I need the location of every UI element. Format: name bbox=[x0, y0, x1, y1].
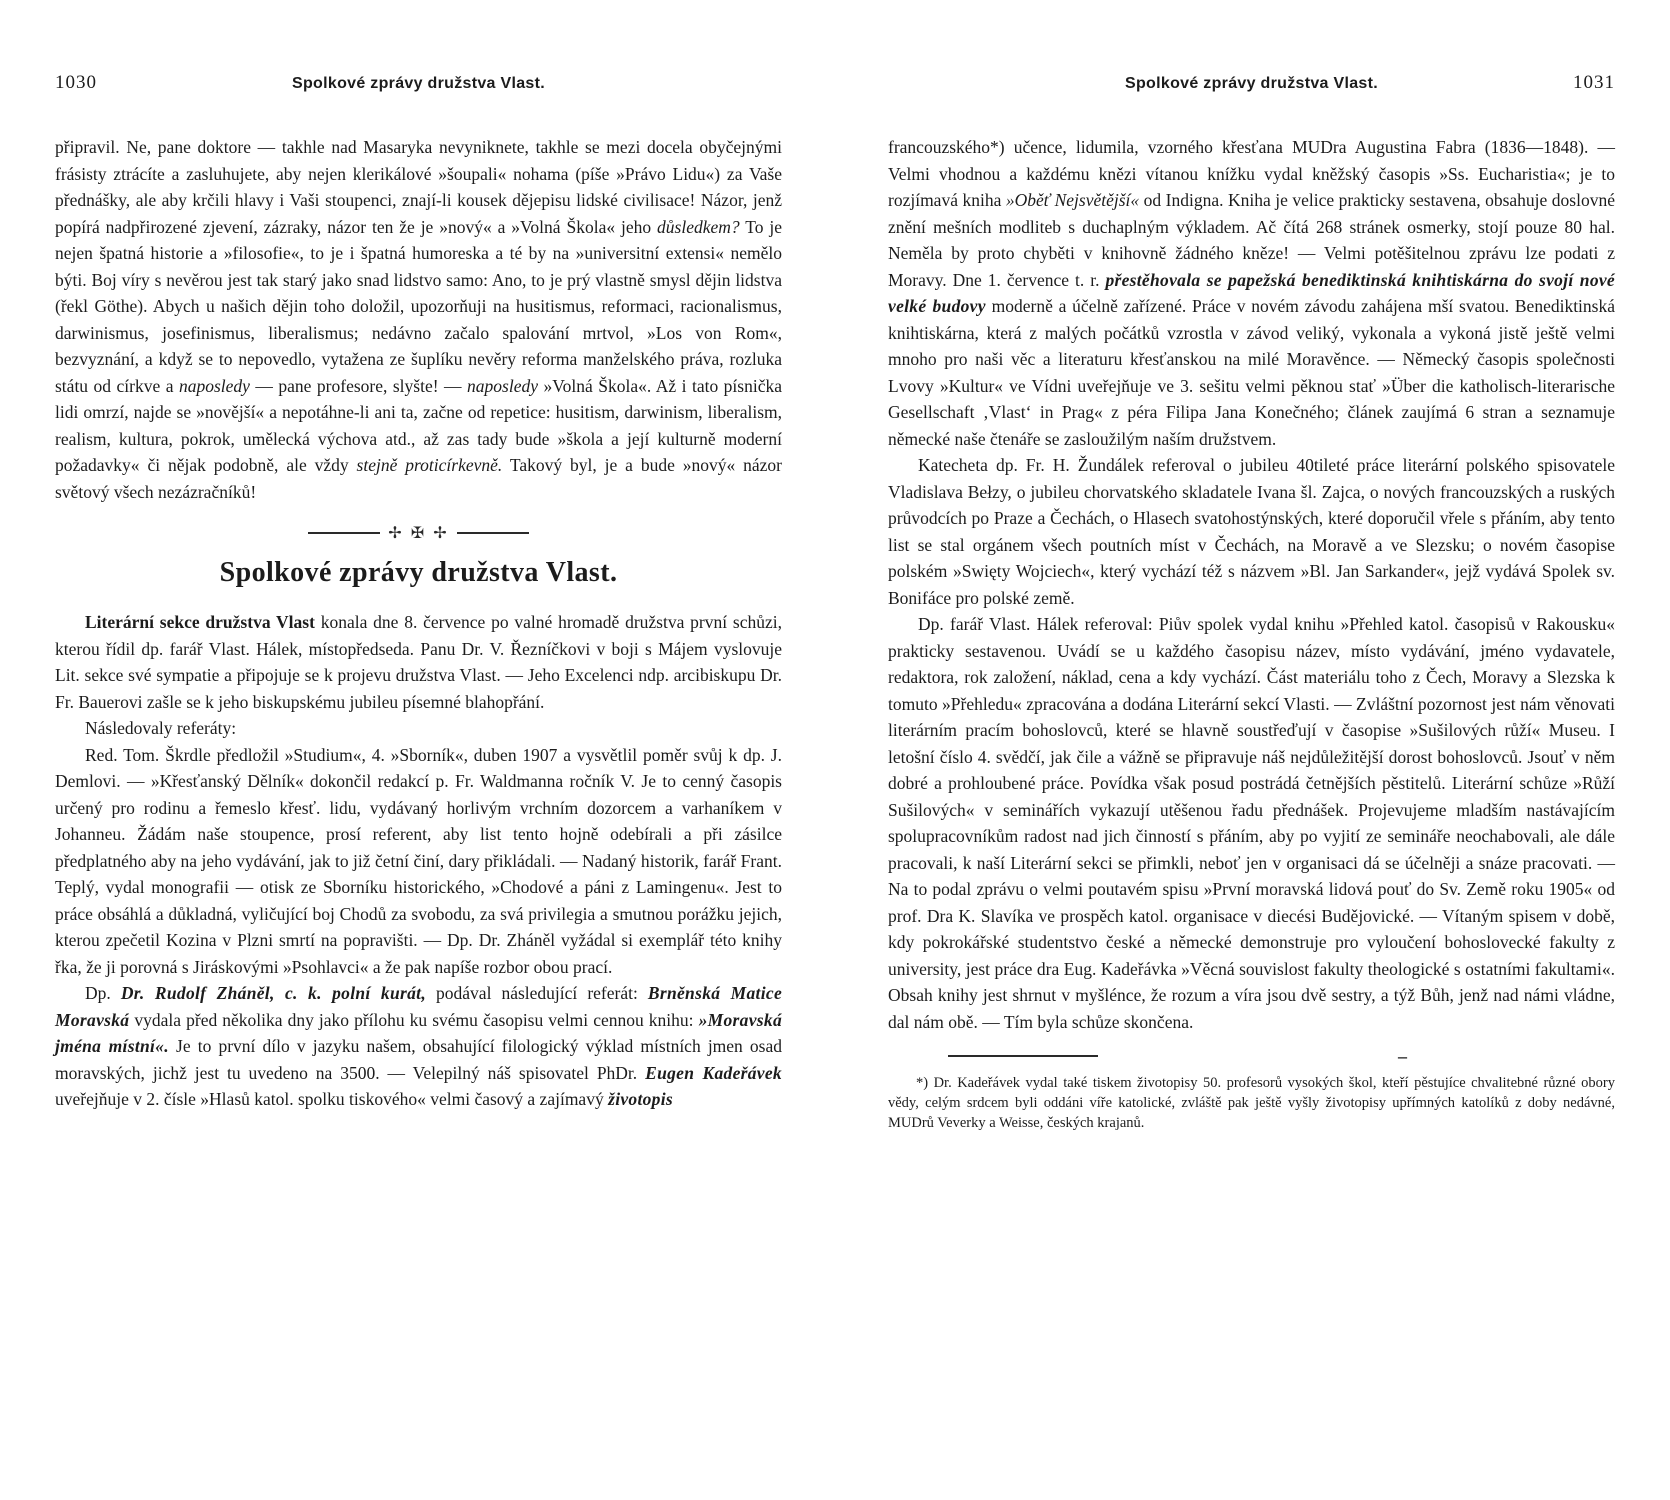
footnote-separator-row bbox=[948, 1046, 1615, 1066]
text-run: vydala před několika dny jako přílohu ku svému časopisu velmi cennou knihu: bbox=[129, 1009, 699, 1030]
section-divider bbox=[55, 525, 782, 541]
running-title: Spolkové zprávy družstva Vlast. bbox=[292, 75, 545, 92]
text-run: Literární sekce družstva Vlast bbox=[85, 612, 315, 632]
page-number: 1031 bbox=[1573, 72, 1615, 93]
text-run: uveřejňuje v 2. čísle »Hlasů katol. spolku tiskového« velmi časový a zajímavý bbox=[55, 1089, 609, 1109]
text-run: od Indigna. Kniha je velice prakticky sestavena, obsahuje doslovné znění mešních modliteb s duchaplným výkladem. Ač čítá 268 stránek osmerky, stojí pouze 80 hal. Neměla by proto chyběti v knihovně žádného kněze! — Velmi potěšitelnou zprávu lze podati z Moravy. Dne 1. července t. r. bbox=[888, 190, 1615, 290]
text-run: připravil. Ne, pane doktore — takhle nad Masaryka nevyniknete, takhle se mezi docela obyčejnými frásisty ztrácíte a zasluhujete, aby nejen klerikálové »šoupali« nohama (píše »Právo Lidu«) za Vaše přednášky, ale aby krčili hlavy i Vaši stoupenci, znají-li kousek dějepisu lidské civilisace! Názor, jenž popírá nadpřirozené zjevení, zázraky, názor ten že je »nový« a »Volná Škola« jeho bbox=[55, 137, 782, 237]
text-run: naposledy bbox=[467, 375, 538, 396]
text-run: francouzského*) učence, lidumila, vzorného křesťana MUDra Augustina Fabra (1836—1848). — Velmi vhodnou a každému knězi vítanou knížku vydal kněžský časopis »Ss. Eucharistia«; je to rozjímavá kniha bbox=[888, 137, 1615, 210]
page-right bbox=[888, 72, 1615, 1133]
text-run: »Volná Škola«. Až i tato písnička lidi omrzí, najde se »novější« a nepotáhne-li ani ta, začne od repetice: husitism, darwinism, liberalism, realism, kultura, pokrok, umělecká výchova atd., až zas tady bude »škola a její kulturně moderní požadavky« či nějak podobně, ale vždy bbox=[55, 375, 782, 475]
paragraph bbox=[888, 452, 1615, 611]
paragraph bbox=[888, 611, 1615, 1035]
paragraph bbox=[55, 134, 782, 505]
text-run: Red. Tom. Škrdle předložil »Studium«, 4. »Sborník«, duben 1907 a vysvětlil poměr svůj k dp. J. Demlovi. — »Křesťanský Dělník« dokončil redakcí p. Fr. Waldmanna ročník V. Je to cenný časopis určený pro rodinu a řemeslo křesť. lidu, vydávaný horlivým vrchním dozorcem a varhaníkem v Johanneu. Žádám naše stoupence, prosí referent, aby list tento hojně odebírali a při zásilce předplatného aby na jeho vydávání, jak to již četní činí, dary přikládali. — Nadaný historik, farář Frant. Teplý, vydal monografii — otisk ze Sborníku historického, »Chodové a páni z Lamingenu«. Jest to práce obsáhlá a důkladná, vyličující boj Chodů za svobodu, za svá privilegia a smutnou porážku jejich, kterou zpečetil Kozina v Plzni smrtí na popravišti. — Dp. Dr. Zháněl vyžádal si exemplář této knihy řka, že ji porovná s Jiráskovými »Psohlavci« a že pak napíše rozbor obou prací. bbox=[55, 744, 782, 977]
paragraph bbox=[55, 715, 782, 742]
stray-mark: – bbox=[1398, 1046, 1407, 1066]
text-run: Dp. farář Vlast. Hálek referoval: Piův spolek vydal knihu »Přehled katol. časopisů v Rakousku« prakticky sestavenou. Uvádí se u každého časopisu název, místo vydávání, jméno vydavatele, redaktora, rok založení, náklad, cena a kdy vychází. Část materiálu toho z Čech, Moravy a Slezska k tomuto »Přehledu« zpracována a dodána Literární sekcí Vlasti. — Zvláštní pozornost jest nám věnovati literárním pracím bohoslovců, které se hlavně soustřeďují v časopise »Sušilových růží« Museu. I letošní číslo 4. svědčí, jak čile a vážně se připravuje náš nejdůležitější dorost bohoslovců. Jsouť v něm dobré a prohloubené práce. Povídka však posud postrádá četnějších pěstitelů. Literární schůze »Růží Sušilových« v seminářích vykazují utěšenou řadu přednášek. Projevujeme mladším nastávajícím spolupracovníkům radost nad jich činností s přáním, aby po vyjití ze semináře neochabovali, ale dále pracovali, k naší Literární sekci se přimkli, neboť jen v organisaci dá se účelněji a snáze pracovati. — Na to podal zprávu o velmi poutavém spisu »První moravská lidová pouť do Sv. Země roku 1905« od prof. Dra K. Slavíka ve prospěch katol. organisace v diecési Budějovické. — Vítaným spisem v době, kdy pokrokářské studentstvo české a německé demonstruje pro vyloučení bohoslovecké fakulty z university, jest práce dra Eug. Kadeřávka »Věcná souvislost fakulty theologické s ostatními fakultami«. Obsah knihy jest shrnut v myšlénce, že rozum a víra jsou dvě sestry, a týž Bůh, jenž nad námi vládne, dal nám obě. — Tím byla schůze skončena. bbox=[888, 614, 1615, 1032]
text-run: důsledkem? bbox=[657, 216, 740, 237]
text-run: podával následující referát: bbox=[426, 983, 648, 1003]
text-run: Následovaly referáty: bbox=[85, 718, 237, 738]
text-run: Eugen Kadeřávek bbox=[645, 1062, 782, 1083]
page-body-left bbox=[55, 134, 782, 1113]
divider-line bbox=[308, 532, 380, 534]
text-run: Brněnská Matice Moravská bbox=[55, 983, 783, 1030]
text-run: naposledy bbox=[178, 375, 250, 396]
page-header-right bbox=[888, 72, 1615, 94]
footnote-rule bbox=[948, 1055, 1098, 1057]
page-header-left bbox=[55, 72, 782, 94]
paragraph bbox=[888, 134, 1615, 452]
section-title: Spolkové zprávy družstva Vlast. bbox=[219, 557, 618, 588]
divider-ornament-icon: ✢ ✠ ✢ bbox=[388, 523, 449, 542]
text-run: »Moravská jména místní«. bbox=[55, 1009, 782, 1056]
page-left bbox=[55, 72, 782, 1133]
text-run: Katecheta dp. Fr. H. Žundálek referoval o jubileu 40tileté práce literární polského spisovatele Vladislava Bełzy, o jubileu chorvatského skladatele Ivana šl. Zajca, o nových francouzských a ruských průvodcích po Praze a Čechách, o Hlasech svatohostýnských, které doporučil vřele s přáním, aby tento list se stal orgánem všech poutních míst v Čechách, na Moravě a ve Slezsku; o novém časopise polském »Swięty Wojciech«, který vychází též s názvem »Bl. Jan Sarkander«, jejž vydává Spolek sv. Bonifáce pro polské země. bbox=[888, 455, 1615, 608]
page-body-right bbox=[888, 134, 1615, 1133]
text-run: konala dne 8. července po valné hromadě družstva první schůzi, kterou řídil dp. farář Vlast. Hálek, místopředseda. Panu Dr. V. Řezníčkovi v boji s Májem vyslovuje Lit. sekce své sympatie a připojuje se k projevu družstva Vlast. — Jeho Excelenci ndp. arcibiskupu Dr. Fr. Bauerovi zašle se k jeho biskupskému jubileu písemné blahopřání. bbox=[55, 612, 782, 712]
paragraph bbox=[55, 980, 782, 1113]
text-run: — pane profesore, slyšte! — bbox=[249, 375, 468, 396]
footnote-text bbox=[888, 1073, 1615, 1133]
paragraph bbox=[55, 609, 782, 715]
page-number: 1030 bbox=[55, 72, 97, 93]
text-run: Takový byl, je a bude »nový« názor světový všech nezázračníků! bbox=[55, 455, 783, 502]
text-run: *) Dr. Kadeřávek vydal také tiskem životopisy 50. profesorů vysokých škol, kteří pěstujíce chvalitebné různé obory vědy, celým srdcem byli oddáni víře katolické, zvláště pak ještě vyšly životopisy upřímných katolíků z doby nedávné, MUDrů Veverky a Weisse, českých krajanů. bbox=[888, 1075, 1615, 1131]
text-run: Dr. Rudolf Zháněl, c. k. polní kurát, bbox=[120, 983, 426, 1003]
text-run: přestěhovala se papežská benediktinská knihtiskárna do svojí nové velké budovy bbox=[888, 269, 1616, 316]
running-title: Spolkové zprávy družstva Vlast. bbox=[1125, 75, 1378, 92]
text-run: Dp. bbox=[85, 983, 121, 1003]
divider-line bbox=[457, 532, 529, 534]
paragraph bbox=[55, 742, 782, 981]
text-run: Je to první dílo v jazyku našem, obsahující filologický výklad místních jmen osad moravských, jichž jest tu uvedeno na 3500. — Velepilný náš spisovatel PhDr. bbox=[55, 1036, 783, 1083]
text-run: »Oběť Nejsvětější« bbox=[1005, 190, 1140, 210]
footnote-block bbox=[888, 1046, 1615, 1133]
text-run: stejně proticírkevně. bbox=[356, 455, 503, 475]
text-run: moderně a účelně zařízené. Práce v novém závodu zahájena mší svatou. Benediktinská knihtiskárna, která z malých počátků vzrostla v závod veliký, vykonala a vykoná jistě ještě velmi mnoho pro naši věc a literaturu křesťanskou na milé Moravěnce. — Německý časopis společnosti Lvovy »Kultur« ve Vídni uveřejňuje ve 3. sešitu velmi pěknou stať »Über die katholisch-literarische Gesellschaft ‚Vlast‘ in Prag« z péra Filipa Jana Konečného; článek zaujímá 6 stran a seznamuje německé naše čtenáře se zasloužilým naším družstvem. bbox=[888, 296, 1615, 449]
text-run: životopis bbox=[608, 1089, 674, 1109]
text-run: To je nejen špatná historie a »filosofie«, to je i špatná humoreska a té by na »universitní extensi« nemělo býti. Boj víry s nevěrou jest tak starý jako snad lidstvo samo: Ano, to je prý vlastně smysl dějin lidstva (řekl Göthe). Abych u našich dějin toho doložil, upozorňuji na husitismus, reformaci, racionalismus, darwinismus, josefinismus, liberalismus; nedávno začalo spalování mrtvol, »Los von Rom«, bezvyznání, a když se to nepovedlo, vytažena ze šuplíku nevěry reforma manželského práva, rozluka státu od církve a bbox=[55, 216, 782, 396]
